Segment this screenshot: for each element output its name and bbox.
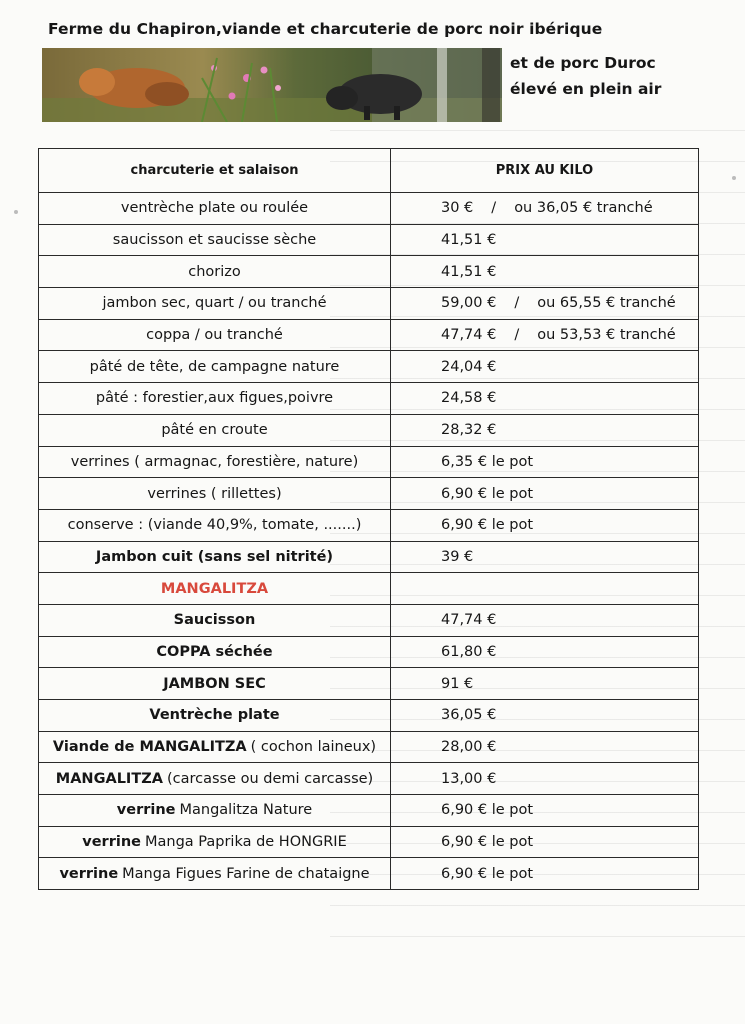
price-cell xyxy=(391,731,699,763)
subtitle-line-2: élevé en plein air xyxy=(510,80,662,98)
price-cell xyxy=(391,224,699,256)
product-label-bold: Viande de MANGALITZA xyxy=(52,739,247,756)
table-row xyxy=(39,256,699,288)
price-cell xyxy=(391,414,699,446)
product-label: conserve : (viande 40,9%, tomate, .......) xyxy=(39,509,391,541)
table-row xyxy=(39,700,699,732)
price-value: 24,04 € xyxy=(441,358,497,375)
product-label: Jambon cuit (sans sel nitrité) xyxy=(39,541,391,573)
subtitle-line-1: et de porc Duroc xyxy=(510,54,656,72)
price-cell xyxy=(391,541,699,573)
price-value: 6,90 € le pot xyxy=(441,834,534,851)
section-title: MANGALITZA xyxy=(39,573,391,605)
price-sliced: ou 36,05 € tranché xyxy=(514,200,653,217)
price-sliced: ou 65,55 € tranché xyxy=(537,295,676,312)
price-cell xyxy=(391,858,699,890)
table-row xyxy=(39,604,699,636)
table-row xyxy=(39,731,699,763)
price-cell xyxy=(391,256,699,288)
price-cell xyxy=(391,446,699,478)
table-row xyxy=(39,383,699,415)
table-row xyxy=(39,446,699,478)
farm-photo xyxy=(42,48,502,122)
product-label-bold: MANGALITZA xyxy=(55,770,163,787)
price-value: 6,35 € le pot xyxy=(441,453,534,470)
price-value: 6,90 € le pot xyxy=(441,485,534,502)
column-header-price: PRIX AU KILO xyxy=(391,149,699,193)
price-value: 47,74 € xyxy=(441,327,497,344)
product-label: Ventrèche plate xyxy=(39,700,391,732)
page-title: Ferme du Chapiron,viande et charcuterie de porc noir ibérique xyxy=(48,20,603,38)
price-table xyxy=(38,148,699,890)
product-label-bold: verrine xyxy=(82,834,141,851)
product-label xyxy=(39,826,391,858)
product-label-bold: verrine xyxy=(59,865,119,882)
price-cell xyxy=(391,700,699,732)
price-cell xyxy=(391,509,699,541)
table-row xyxy=(39,414,699,446)
price-separator: / xyxy=(491,200,497,217)
price-sliced: ou 53,53 € tranché xyxy=(537,327,676,344)
price-value: 6,90 € le pot xyxy=(441,865,534,882)
table-row xyxy=(39,668,699,700)
price-cell xyxy=(391,351,699,383)
price-value: 41,51 € xyxy=(441,232,497,249)
price-cell xyxy=(391,193,699,225)
product-label: coppa / ou tranché xyxy=(39,319,391,351)
product-label-bold: verrine xyxy=(116,802,176,819)
table-row xyxy=(39,351,699,383)
price-cell xyxy=(391,288,699,320)
table-row xyxy=(39,288,699,320)
table-row xyxy=(39,858,699,890)
product-label-detail: ( cochon laineux) xyxy=(250,739,377,756)
price-cell xyxy=(391,319,699,351)
page-subtitle xyxy=(510,50,710,102)
product-label: pâté en croute xyxy=(39,414,391,446)
product-label: pâté de tête, de campagne nature xyxy=(39,351,391,383)
column-header-product: charcuterie et salaison xyxy=(39,149,391,193)
price-value: 59,00 € xyxy=(441,295,497,312)
table-row xyxy=(39,541,699,573)
product-label xyxy=(39,858,391,890)
price-cell xyxy=(391,826,699,858)
product-label-detail: Mangalitza Nature xyxy=(179,802,313,819)
price-value: 6,90 € le pot xyxy=(441,517,534,534)
price-value: 39 € xyxy=(441,548,474,565)
table-row xyxy=(39,826,699,858)
scan-dot xyxy=(14,210,18,214)
price-cell xyxy=(391,604,699,636)
price-cell xyxy=(391,636,699,668)
price-cell xyxy=(391,383,699,415)
table-row xyxy=(39,224,699,256)
product-label: verrines ( armagnac, forestière, nature) xyxy=(39,446,391,478)
table-row xyxy=(39,795,699,827)
scan-dot xyxy=(732,176,736,180)
product-label-detail: (carcasse ou demi carcasse) xyxy=(166,770,374,787)
table-row xyxy=(39,193,699,225)
price-value: 6,90 € le pot xyxy=(441,802,534,819)
product-label: JAMBON SEC xyxy=(39,668,391,700)
price-value: 24,58 € xyxy=(441,390,497,407)
price-cell xyxy=(391,668,699,700)
price-value: 28,00 € xyxy=(441,739,497,756)
price-cell xyxy=(391,763,699,795)
price-value: 36,05 € xyxy=(441,707,497,724)
empty-price-cell xyxy=(391,573,699,605)
price-value: 61,80 € xyxy=(441,643,497,660)
price-value: 30 € xyxy=(441,200,474,217)
table-row xyxy=(39,319,699,351)
table-row xyxy=(39,509,699,541)
product-label: COPPA séchée xyxy=(39,636,391,668)
price-value: 47,74 € xyxy=(441,612,497,629)
product-label xyxy=(39,763,391,795)
product-label-detail: Manga Figues Farine de chataigne xyxy=(122,865,370,882)
table-header-row xyxy=(39,149,699,193)
product-label: jambon sec, quart / ou tranché xyxy=(39,288,391,320)
price-separator: / xyxy=(514,295,520,312)
price-value: 91 € xyxy=(441,675,474,692)
product-label: pâté : forestier,aux figues,poivre xyxy=(39,383,391,415)
table-row xyxy=(39,636,699,668)
product-label: ventrèche plate ou roulée xyxy=(39,193,391,225)
section-row-mangalitza xyxy=(39,573,699,605)
product-label: verrines ( rillettes) xyxy=(39,478,391,510)
price-value: 41,51 € xyxy=(441,263,497,280)
price-cell xyxy=(391,478,699,510)
product-label: chorizo xyxy=(39,256,391,288)
product-label: Saucisson xyxy=(39,604,391,636)
price-separator: / xyxy=(514,327,520,344)
product-label xyxy=(39,795,391,827)
product-label: saucisson et saucisse sèche xyxy=(39,224,391,256)
price-cell xyxy=(391,795,699,827)
price-value: 13,00 € xyxy=(441,770,497,787)
product-label-detail: Manga Paprika de HONGRIE xyxy=(144,834,347,851)
price-value: 28,32 € xyxy=(441,422,497,439)
product-label xyxy=(39,731,391,763)
table-row xyxy=(39,478,699,510)
table-row xyxy=(39,763,699,795)
